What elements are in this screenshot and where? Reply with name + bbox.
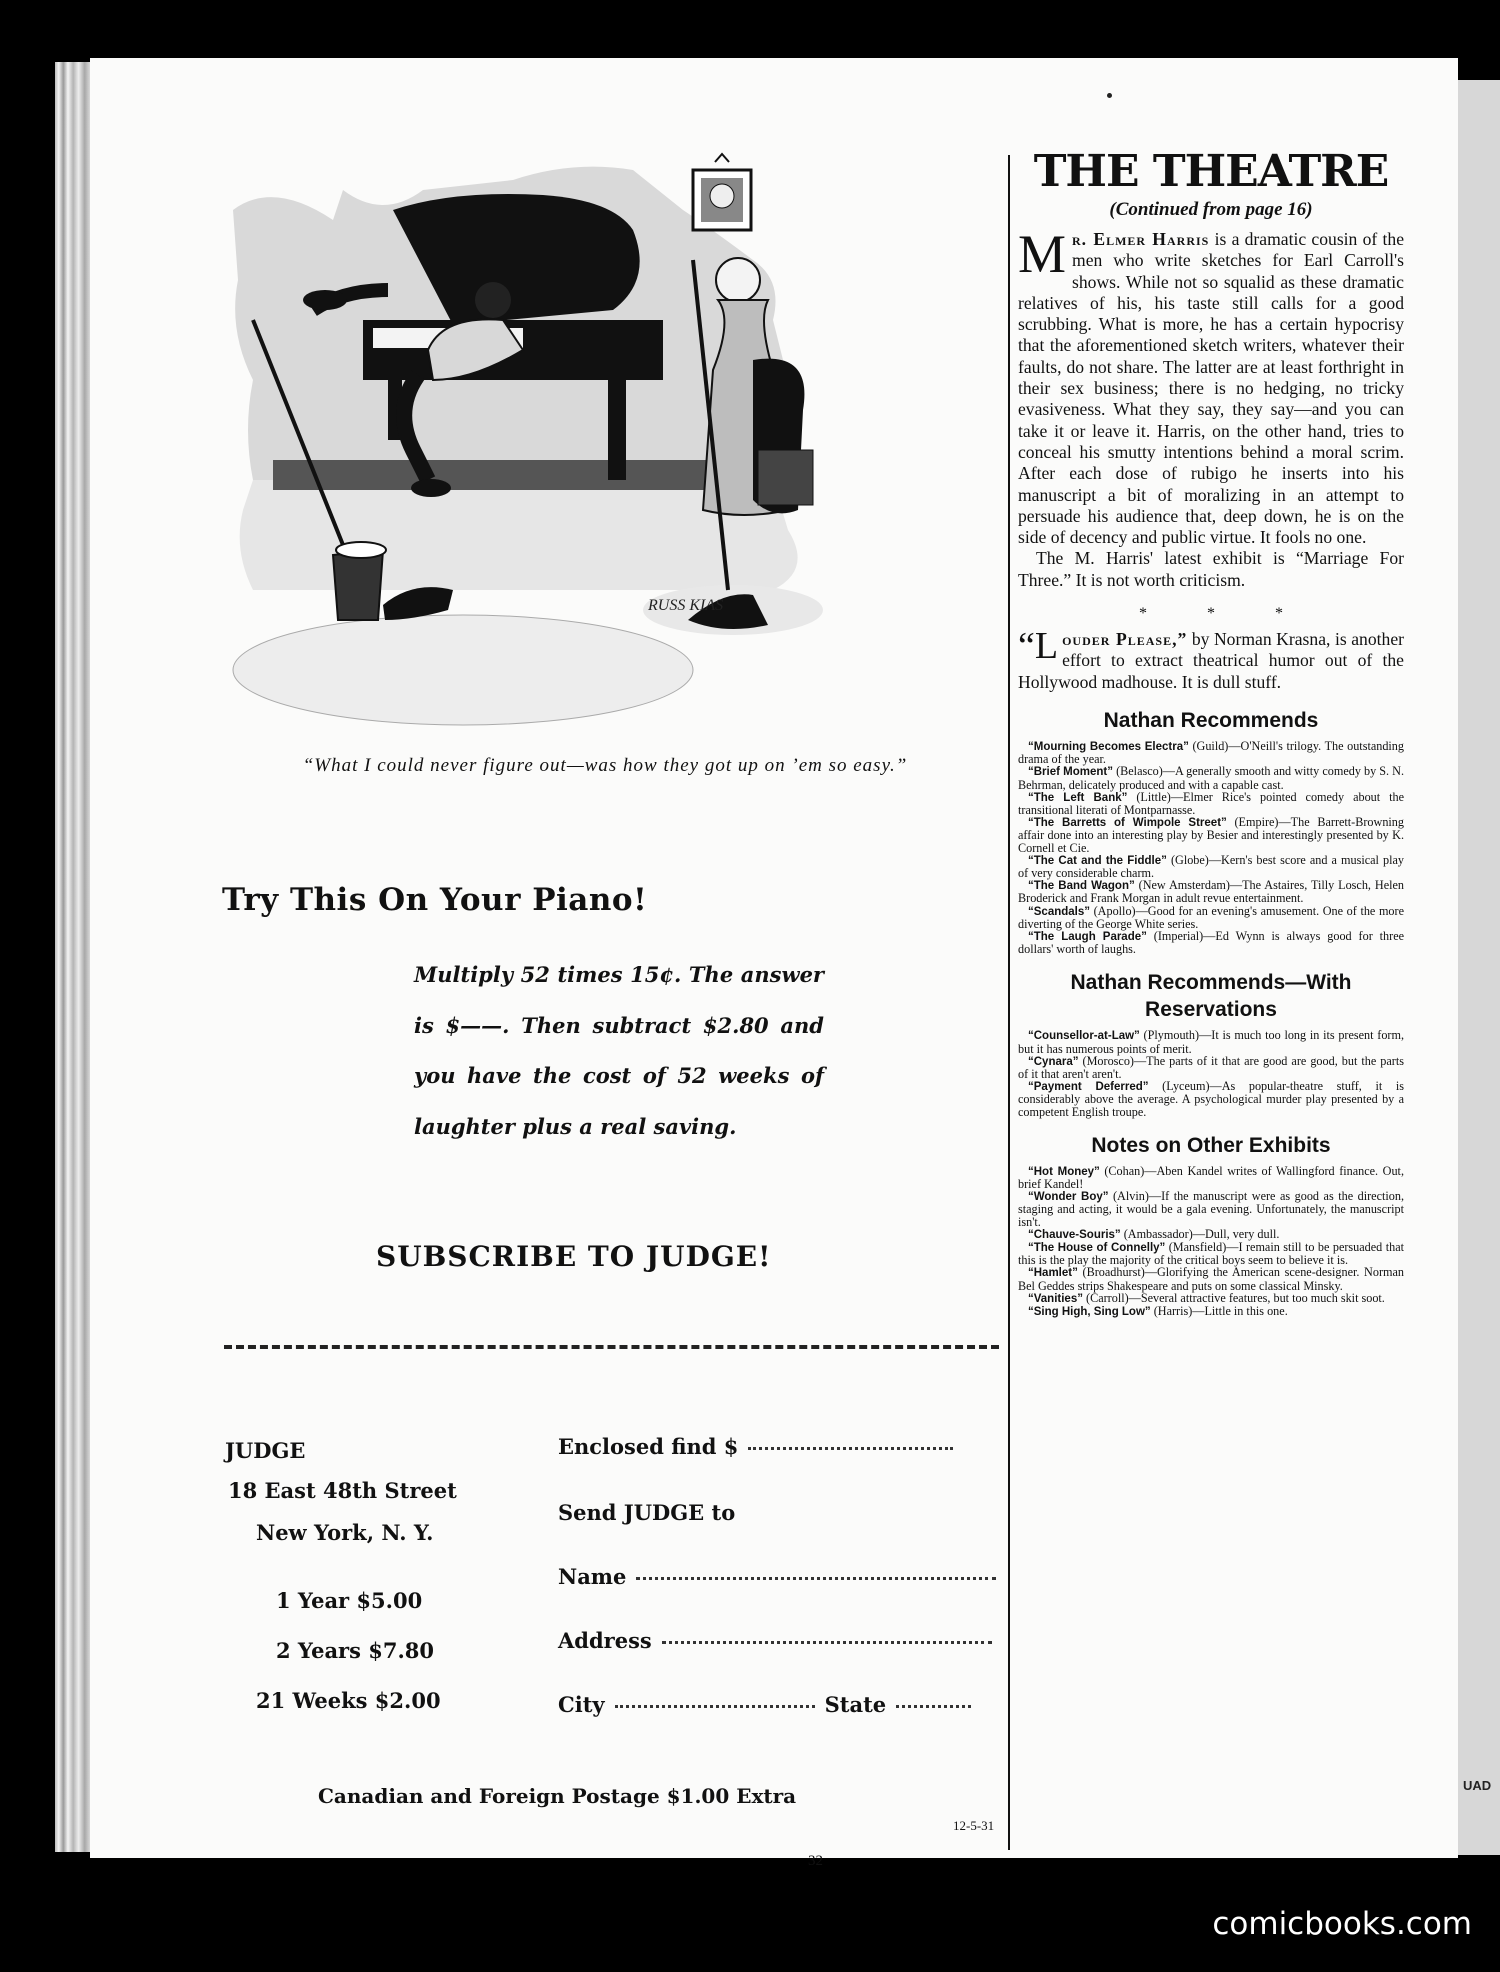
article-paragraph-1 <box>1018 224 1405 548</box>
publisher-street: 18 East 48th Street <box>228 1478 457 1503</box>
publisher-city: New York, N. Y. <box>256 1520 434 1545</box>
play-title: “Vanities” <box>1028 1292 1083 1305</box>
paragraph-1-text: is a dramatic cousin of the men who write sketches for Earl Carroll's shows. While not so squalid as these dramatic relatives of his, his taste still calls for a good scrubbing. What is more, he has a certain hypocrisy that the aforementioned sketch writers, whatever their faults, do not share. The latter are at least forthright in their sex business; there is no hedging, no tricky evasiveness. What they say, they say—and you can take it or leave it. Harris, on the other hand, tries to conceal his smutty intentions behind a moral scrim. After each dose of rubigo he inserts into his manuscript a bit of moralizing in an attempt to persuade his audience that, deep down, he is on the side of decency and public virtue. It fools no one. <box>1018 229 1405 548</box>
play-title: “The Left Bank” <box>1028 791 1128 804</box>
recommends-list <box>1018 740 1404 955</box>
play-listing <box>1018 854 1404 879</box>
play-title: “The House of Connelly” <box>1028 1242 1166 1255</box>
play-title: “Scandals” <box>1028 905 1090 918</box>
play-title: “The Laugh Parade” <box>1028 930 1147 943</box>
play-listing <box>1018 1165 1404 1190</box>
lead-in-harris: r. Elmer Harris <box>1072 229 1210 249</box>
ad-body: Multiply 52 times 15¢. The answer is $——. Then subtract $2.80 and you have the cost of 52 weeks of laughter plus a real saving. <box>414 962 824 1139</box>
continued-note: (Continued from page 16) <box>1109 199 1313 220</box>
state-field[interactable] <box>896 1705 971 1708</box>
address-row <box>558 1628 992 1653</box>
city-state-row <box>558 1692 971 1717</box>
play-listing <box>1018 740 1404 765</box>
play-listing <box>1018 1055 1404 1080</box>
play-listing <box>1018 879 1404 904</box>
page-number: 32 <box>808 1853 823 1869</box>
subscribe-heading: SUBSCRIBE TO JUDGE! <box>376 1240 772 1273</box>
play-review: (Alvin)—If the manuscript were as good as the direction, staging and acting, it would be a gala evening. Unfortunately, the manuscript isn't. <box>1018 1189 1404 1229</box>
lead-in-louder: ouder Please,” <box>1062 629 1188 650</box>
address-label: Address <box>558 1628 652 1653</box>
play-review: (Plymouth)—It is much too long in its present form, but it has numerous points of merit. <box>1018 1028 1404 1056</box>
name-field[interactable] <box>636 1577 996 1580</box>
reservations-list <box>1018 1029 1404 1117</box>
play-review: (Guild)—O'Neill's trilogy. The outstanding drama of the year. <box>1018 738 1404 767</box>
paragraph-3-text: by Norman Krasna, is another effort to extract theatrical humor out of the Hollywood madhouse. It is dull stuff. <box>1018 629 1404 692</box>
site-watermark: comicbooks.com <box>1212 1906 1472 1942</box>
enclosed-label: Enclosed find $ <box>558 1434 739 1459</box>
notes-heading: Notes on Other Exhibits <box>1091 1133 1331 1157</box>
name-label: Name <box>558 1564 627 1589</box>
page-stack-edges <box>55 62 93 1852</box>
printer-mark <box>1107 93 1112 98</box>
theatre-article <box>1018 224 1405 693</box>
play-listing <box>1018 791 1404 816</box>
play-review: (Carroll)—Several attractive features, but too much skit soot. <box>1082 1290 1385 1305</box>
rate-21-weeks: 21 Weeks $2.00 <box>256 1688 441 1713</box>
play-title: “Sing High, Sing Low” <box>1028 1306 1151 1319</box>
enclosed-row <box>558 1434 953 1459</box>
rate-2-years: 2 Years $7.80 <box>276 1638 435 1663</box>
cartoonist-signature: RUSS KIAS <box>648 597 724 614</box>
play-title: “Mourning Becomes Electra” <box>1028 740 1189 753</box>
column-divider <box>1008 155 1010 1850</box>
play-review: (Belasco)—A generally smooth and witty comedy by S. N. Behrman, delicately produced and with a capable cast. <box>1018 764 1404 792</box>
play-listing <box>1018 816 1404 854</box>
play-title: “Wonder Boy” <box>1028 1191 1109 1204</box>
play-listing <box>1018 1241 1404 1266</box>
drop-cap-m: M <box>1018 224 1067 284</box>
play-review: (Empire)—The Barrett-Browning affair done into an interesting play by Besier and interestingly presented by K. Cornell et Cie. <box>1018 815 1404 855</box>
play-title: “The Band Wagon” <box>1028 880 1135 893</box>
theatre-column <box>1018 146 1404 1318</box>
city-field[interactable] <box>615 1705 815 1708</box>
play-review: (Broadhurst)—Glorifying the American scene-designer. Norman Bel Geddes strips Shakespeare and puts on some classical Minsky. <box>1018 1265 1404 1293</box>
send-label: Send JUDGE to <box>558 1500 736 1525</box>
play-listing <box>1018 1266 1404 1291</box>
section-stars: * * * <box>1139 605 1311 623</box>
play-title: “Cynara” <box>1028 1055 1079 1068</box>
play-review: (Apollo)—Good for an evening's amusement. One of the more diverting of the George White series. <box>1018 903 1404 931</box>
next-page-edge-text: UAD <box>1463 1778 1492 1793</box>
play-title: “Hot Money” <box>1028 1165 1100 1178</box>
drop-cap-l: “L <box>1018 625 1059 668</box>
play-review: (Lyceum)—As popular-theatre stuff, it is considerably above the average. A psychological murder play presented by a competent English troupe. <box>1018 1079 1404 1119</box>
enclosed-amount-field[interactable] <box>748 1447 953 1450</box>
state-label: State <box>824 1692 887 1717</box>
rate-1-year: 1 Year $5.00 <box>276 1588 423 1613</box>
play-review: (Globe)—Kern's best score and a musical play of very considerable charm. <box>1018 852 1404 880</box>
play-review: (New Amsterdam)—The Astaires, Tilly Losch, Helen Broderick and Frank Morgan in adult revue entertainment. <box>1018 878 1404 906</box>
address-field[interactable] <box>662 1641 992 1644</box>
play-listing <box>1018 1080 1404 1118</box>
cartoon-caption: “What I could never figure out—was how they got up on ’em so easy.” <box>302 755 908 776</box>
play-title: “Brief Moment” <box>1028 766 1114 779</box>
play-review: (Cohan)—Aben Kandel writes of Wallingford finance. Out, brief Kandel! <box>1018 1163 1404 1192</box>
play-listing <box>1018 1305 1404 1318</box>
publisher-name: JUDGE <box>225 1438 306 1463</box>
play-title: “The Cat and the Fiddle” <box>1028 854 1167 867</box>
article-paragraph-3 <box>1018 625 1404 693</box>
cartoon-illustration <box>213 150 993 750</box>
next-page-edge <box>1458 80 1500 1855</box>
recommends-heading: Nathan Recommends <box>1103 708 1319 732</box>
city-label: City <box>558 1692 605 1717</box>
play-title: “Hamlet” <box>1028 1267 1078 1280</box>
play-listing <box>1018 930 1404 955</box>
play-title: “The Barretts of Wimpole Street” <box>1028 817 1227 830</box>
play-title: “Counsellor-at-Law” <box>1028 1030 1140 1043</box>
reservations-heading: Nathan Recommends—With Reservations <box>1070 971 1352 1022</box>
play-review: (Ambassador)—Dull, very dull. <box>1120 1226 1280 1241</box>
ad-heading: Try This On Your Piano! <box>222 882 648 918</box>
play-review: (Little)—Elmer Rice's pointed comedy about the transitional literati of Montparnasse. <box>1018 789 1404 817</box>
send-to-row <box>558 1500 735 1525</box>
play-listing <box>1018 1190 1404 1228</box>
play-title: “Payment Deferred” <box>1028 1081 1149 1094</box>
issue-date: 12-5-31 <box>953 1818 995 1833</box>
play-title: “Chauve-Souris” <box>1028 1228 1121 1241</box>
play-review: (Morosco)—The parts of it that are good are good, but the parts of it that aren't aren't. <box>1018 1053 1404 1081</box>
play-listing <box>1018 1029 1404 1054</box>
play-listing <box>1018 905 1404 930</box>
theatre-title: THE THEATRE <box>1033 146 1389 197</box>
article-paragraph-2: The M. Harris' latest exhibit is “Marriage For Three.” It is not worth criticism. <box>1018 548 1404 590</box>
coupon-cut-line <box>224 1345 999 1349</box>
notes-list <box>1018 1165 1404 1318</box>
name-row <box>558 1564 996 1589</box>
play-review: (Imperial)—Ed Wynn is always good for three dollars' worth of laughs. <box>1018 928 1405 957</box>
play-review: (Mansfield)—I remain still to be persuaded that this is the play the majority of the critical boys seem to believe it is. <box>1018 1240 1404 1268</box>
play-listing <box>1018 765 1404 790</box>
postage-note: Canadian and Foreign Postage $1.00 Extra <box>318 1784 797 1808</box>
play-review: (Harris)—Little in this one. <box>1150 1304 1288 1319</box>
